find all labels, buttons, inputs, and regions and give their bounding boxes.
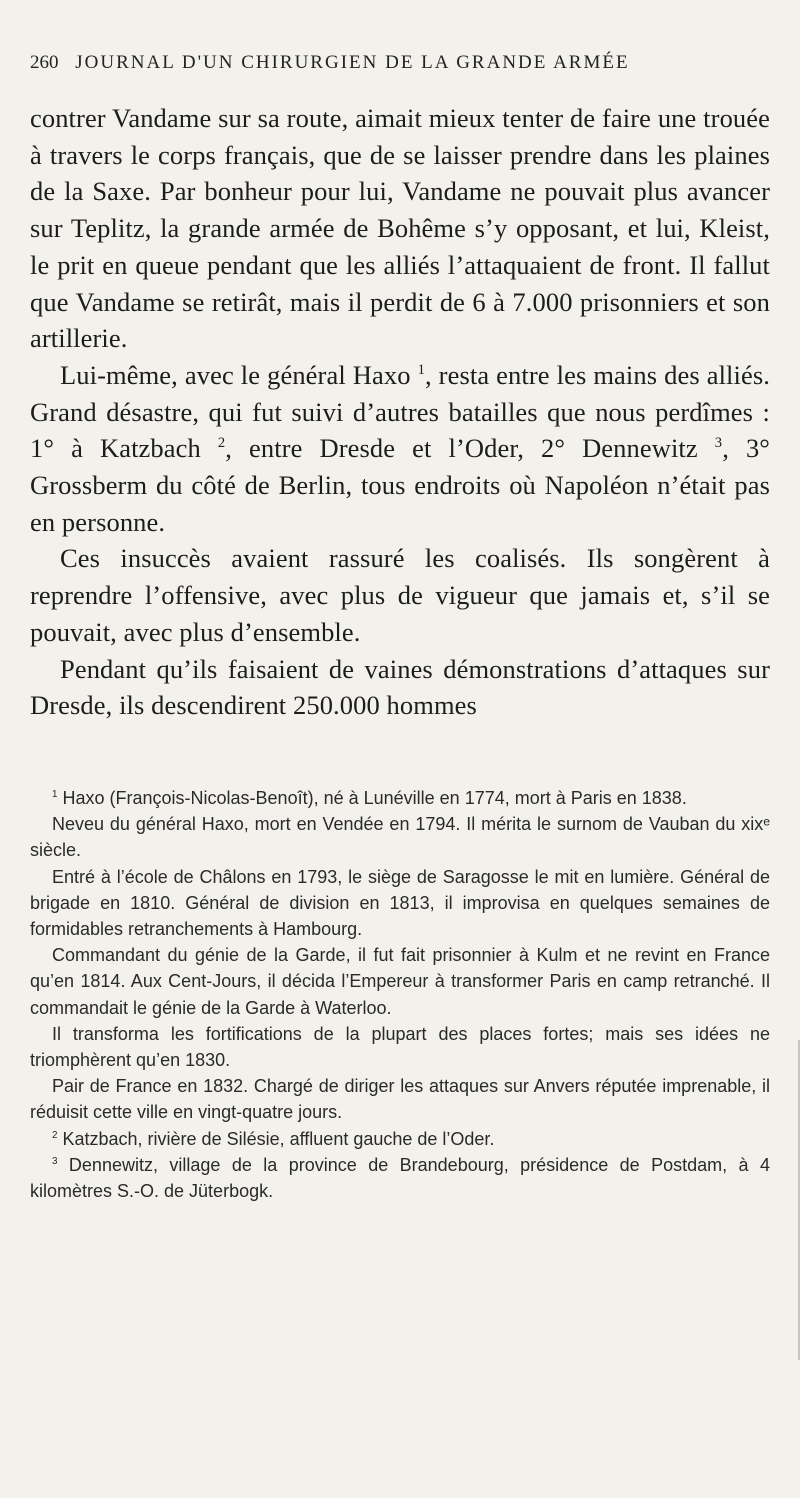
footnote-1-text: Haxo (François-Nicolas-Benoît), né à Lunéville en 1774, mort à Paris en 1838. <box>57 788 687 808</box>
footnote-ref-2: 2 <box>217 435 226 452</box>
footnote-2-text: Katzbach, rivière de Silésie, affluent gauche de l’Oder. <box>57 1128 495 1149</box>
footnote-ref-3: 3 <box>714 435 723 452</box>
footnote-1-paragraph-b: Neveu du général Haxo, mort en Vendée en 1794. Il mérita le surnom de Vauban du xixᵉ siècle. <box>30 814 770 861</box>
page-number: 260 <box>30 52 59 73</box>
footnote-2 <box>30 1126 770 1152</box>
paragraph-2-part-d: , 3° Grossberm du côté de Berlin, tous endroits où Napoléon n’était pas en personne. <box>30 433 770 537</box>
footnote-2-mark: 2 <box>52 1129 58 1141</box>
paragraph-4: Pendant qu’ils faisaient de vaines démonstrations d’attaques sur Dresde, ils descendirent 250.000 hommes <box>30 653 770 721</box>
footnote-1-paragraph-e: Il transforma les fortifications de la plupart des places fortes; mais ses idées ne triomphèrent qu’en 1830. <box>30 1023 770 1071</box>
footnote-1-mark: 1 <box>52 789 58 800</box>
footnote-3 <box>30 1152 770 1204</box>
footnote-ref-1: 1 <box>417 362 425 379</box>
main-text <box>30 100 770 724</box>
footnote-3-mark: 3 <box>52 1155 58 1167</box>
footnote-1-paragraph-c: Entré à l’école de Châlons en 1793, le siège de Saragosse le mit en lumière. Général de brigade en 1810. Général de division en 1813, il improvisa en quelques semaines de formidables retranchements à Hambourg. <box>30 866 770 940</box>
footnotes <box>30 785 770 1204</box>
paragraph-1: contrer Vandame sur sa route, aimait mieux tenter de faire une trouée à travers le corps français, que de se laisser prendre dans les plaines de la Saxe. Par bonheur pour lui, Vandame ne pouvait plus avancer sur Teplitz, la grande armée de Bohême s’y opposant, et lui, Kleist, le prit en queue pendant que les alliés l’attaquaient de front. Il fallut que Vandame se retirât, mais il perdit de 6 à 7.000 prisonniers et son artillerie. <box>30 103 770 354</box>
footnote-3-text: Dennewitz, village de la province de Brandebourg, présidence de Postdam, à 4 kilomètres S.-O. de Jüterbogk. <box>30 1154 770 1202</box>
paragraph-2-part-b: , resta entre les mains des alliés. Grand désastre, qui fut suivi d’autres batailles que nous perdîmes : 1° à Katzbach <box>30 359 770 464</box>
running-header <box>30 52 770 74</box>
running-title: JOURNAL D'UN CHIRURGIEN DE LA GRANDE ARMÉE <box>75 52 630 73</box>
footnote-1 <box>30 785 770 811</box>
paragraph-3: Ces insuccès avaient rassuré les coalisés. Ils songèrent à reprendre l’offensive, avec plus de vigueur que jamais et, s’il se pouvait, avec plus d’ensemble. <box>30 543 770 647</box>
paragraph-2 <box>30 357 770 541</box>
footnote-1-paragraph-d: Commandant du génie de la Garde, il fut fait prisonnier à Kulm et ne revint en France qu’en 1814. Aux Cent-Jours, il décida l’Empereur à transformer Paris en camp retranché. Il commandait le génie de la Garde à Waterloo. <box>30 945 770 1018</box>
paragraph-2-part-a: Lui-même, avec le général Haxo <box>60 359 418 390</box>
paragraph-2-part-c: , entre Dresde et l’Oder, 2° Dennewitz <box>225 433 715 464</box>
footnote-1-paragraph-f: Pair de France en 1832. Chargé de diriger les attaques sur Anvers réputée imprenable, il réduisit cette ville en vingt-quatre jours. <box>30 1076 770 1123</box>
